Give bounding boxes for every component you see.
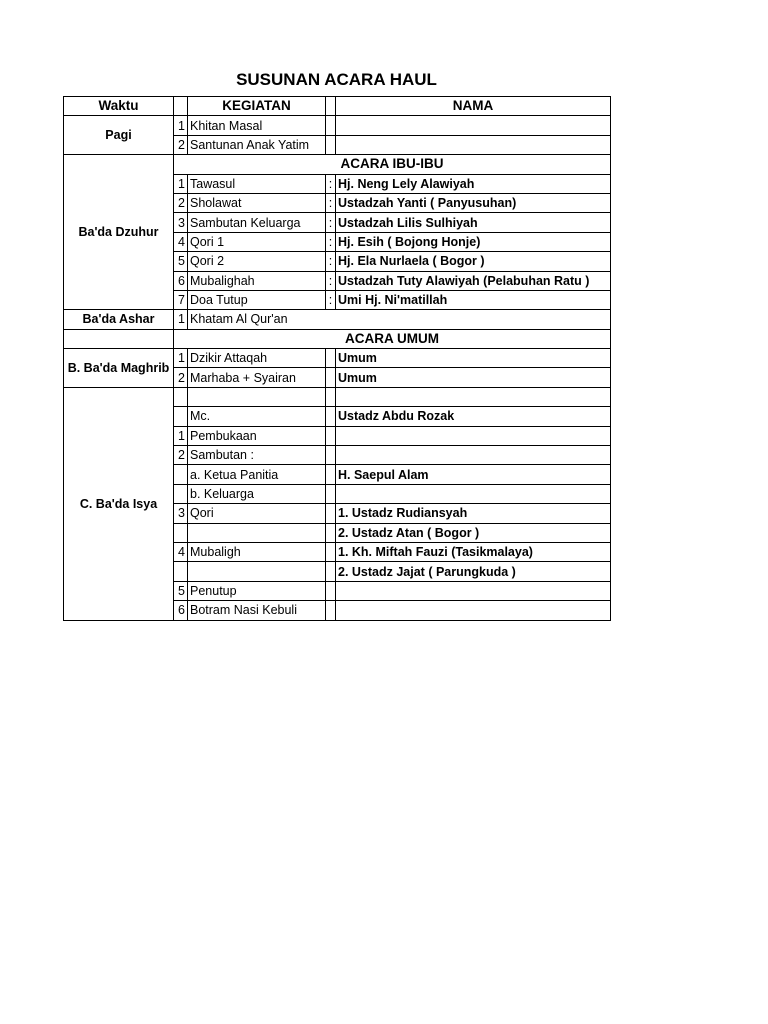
table-row bbox=[64, 387, 611, 406]
kegiatan-cell: Khatam Al Qur'an bbox=[188, 310, 611, 329]
kegiatan-cell: Khitan Masal bbox=[188, 116, 326, 135]
nama-cell: 1. Kh. Miftah Fauzi (Tasikmalaya) bbox=[336, 542, 611, 561]
nama-cell: Ustadzah Yanti ( Panyusuhan) bbox=[336, 193, 611, 212]
kegiatan-cell: Mubaligh bbox=[188, 542, 326, 561]
separator-cell bbox=[326, 601, 336, 620]
waktu-cell: C. Ba'da Isya bbox=[64, 387, 174, 620]
kegiatan-cell: a. Ketua Panitia bbox=[188, 465, 326, 484]
row-number bbox=[174, 387, 188, 406]
nama-cell: 2. Ustadz Atan ( Bogor ) bbox=[336, 523, 611, 542]
header-kegiatan: KEGIATAN bbox=[188, 97, 326, 116]
separator-cell bbox=[326, 349, 336, 368]
nama-cell: Hj. Ela Nurlaela ( Bogor ) bbox=[336, 252, 611, 271]
kegiatan-cell: Dzikir Attaqah bbox=[188, 349, 326, 368]
kegiatan-cell: Penutup bbox=[188, 581, 326, 600]
row-number: 3 bbox=[174, 213, 188, 232]
header-nama: NAMA bbox=[336, 97, 611, 116]
nama-cell bbox=[336, 426, 611, 445]
schedule-table bbox=[63, 96, 611, 621]
separator-cell bbox=[326, 581, 336, 600]
nama-cell: Umi Hj. Ni'matillah bbox=[336, 290, 611, 309]
row-number: 1 bbox=[174, 116, 188, 135]
separator-cell bbox=[326, 446, 336, 465]
row-number bbox=[174, 562, 188, 581]
kegiatan-cell: Qori 1 bbox=[188, 232, 326, 251]
kegiatan-cell: Marhaba + Syairan bbox=[188, 368, 326, 387]
schedule-body bbox=[64, 97, 611, 621]
row-number: 4 bbox=[174, 542, 188, 561]
kegiatan-cell: b. Keluarga bbox=[188, 484, 326, 503]
nama-cell bbox=[336, 484, 611, 503]
waktu-cell: Ba'da Ashar bbox=[64, 310, 174, 329]
kegiatan-cell: Qori bbox=[188, 504, 326, 523]
kegiatan-cell: Mc. bbox=[188, 407, 326, 426]
kegiatan-cell: Sambutan Keluarga bbox=[188, 213, 326, 232]
kegiatan-cell: Qori 2 bbox=[188, 252, 326, 271]
header-waktu: Waktu bbox=[64, 97, 174, 116]
nama-cell: 2. Ustadz Jajat ( Parungkuda ) bbox=[336, 562, 611, 581]
nama-cell: Ustadzah Lilis Sulhiyah bbox=[336, 213, 611, 232]
row-number: 1 bbox=[174, 349, 188, 368]
separator-cell bbox=[326, 542, 336, 561]
table-row bbox=[64, 116, 611, 135]
separator-cell: : bbox=[326, 213, 336, 232]
separator-cell bbox=[326, 387, 336, 406]
nama-cell: Umum bbox=[336, 368, 611, 387]
section-row bbox=[64, 329, 611, 348]
separator-cell: : bbox=[326, 290, 336, 309]
document-title: SUSUNAN ACARA HAUL bbox=[236, 70, 437, 89]
nama-cell: Ustadz Abdu Rozak bbox=[336, 407, 611, 426]
row-number: 4 bbox=[174, 232, 188, 251]
row-number bbox=[174, 407, 188, 426]
separator-cell bbox=[326, 368, 336, 387]
nama-cell: Hj. Neng Lely Alawiyah bbox=[336, 174, 611, 193]
nama-cell bbox=[336, 446, 611, 465]
blank-cell bbox=[64, 329, 174, 348]
separator-cell bbox=[326, 116, 336, 135]
separator-cell bbox=[326, 407, 336, 426]
kegiatan-cell: Botram Nasi Kebuli bbox=[188, 601, 326, 620]
nama-cell: Umum bbox=[336, 349, 611, 368]
separator-cell bbox=[326, 484, 336, 503]
kegiatan-cell bbox=[188, 523, 326, 542]
nama-cell: 1. Ustadz Rudiansyah bbox=[336, 504, 611, 523]
nama-cell: H. Saepul Alam bbox=[336, 465, 611, 484]
separator-cell: : bbox=[326, 271, 336, 290]
row-number: 5 bbox=[174, 252, 188, 271]
kegiatan-cell: Doa Tutup bbox=[188, 290, 326, 309]
separator-cell bbox=[326, 135, 336, 154]
row-number: 6 bbox=[174, 271, 188, 290]
nama-cell: Ustadzah Tuty Alawiyah (Pelabuhan Ratu ) bbox=[336, 271, 611, 290]
row-number bbox=[174, 484, 188, 503]
kegiatan-cell: Pembukaan bbox=[188, 426, 326, 445]
section-title-umum: ACARA UMUM bbox=[174, 329, 611, 348]
nama-cell bbox=[336, 581, 611, 600]
waktu-cell: Pagi bbox=[64, 116, 174, 155]
separator-cell bbox=[326, 504, 336, 523]
nama-cell bbox=[336, 601, 611, 620]
separator-cell: : bbox=[326, 232, 336, 251]
separator-cell: : bbox=[326, 174, 336, 193]
nama-cell bbox=[336, 135, 611, 154]
section-title-ibu-ibu: ACARA IBU-IBU bbox=[174, 155, 611, 174]
kegiatan-cell: Tawasul bbox=[188, 174, 326, 193]
header-num bbox=[174, 97, 188, 116]
nama-cell: Hj. Esih ( Bojong Honje) bbox=[336, 232, 611, 251]
nama-cell bbox=[336, 387, 611, 406]
header-sep bbox=[326, 97, 336, 116]
row-number: 5 bbox=[174, 581, 188, 600]
row-number: 1 bbox=[174, 426, 188, 445]
kegiatan-cell: Santunan Anak Yatim bbox=[188, 135, 326, 154]
row-number: 2 bbox=[174, 446, 188, 465]
kegiatan-cell: Sambutan : bbox=[188, 446, 326, 465]
nama-cell bbox=[336, 116, 611, 135]
separator-cell bbox=[326, 465, 336, 484]
row-number bbox=[174, 465, 188, 484]
row-number: 2 bbox=[174, 135, 188, 154]
row-number: 6 bbox=[174, 601, 188, 620]
waktu-cell: B. Ba'da Maghrib bbox=[64, 349, 174, 388]
table-row bbox=[64, 310, 611, 329]
row-number: 2 bbox=[174, 368, 188, 387]
kegiatan-cell bbox=[188, 387, 326, 406]
kegiatan-cell: Mubalighah bbox=[188, 271, 326, 290]
kegiatan-cell: Sholawat bbox=[188, 193, 326, 212]
separator-cell: : bbox=[326, 252, 336, 271]
header-row bbox=[64, 97, 611, 116]
table-row bbox=[64, 349, 611, 368]
row-number: 3 bbox=[174, 504, 188, 523]
separator-cell bbox=[326, 523, 336, 542]
row-number: 1 bbox=[174, 174, 188, 193]
separator-cell: : bbox=[326, 193, 336, 212]
separator-cell bbox=[326, 426, 336, 445]
row-number: 1 bbox=[174, 310, 188, 329]
row-number: 7 bbox=[174, 290, 188, 309]
row-number: 2 bbox=[174, 193, 188, 212]
row-number bbox=[174, 523, 188, 542]
section-row bbox=[64, 155, 611, 174]
waktu-cell: Ba'da Dzuhur bbox=[64, 155, 174, 310]
separator-cell bbox=[326, 562, 336, 581]
kegiatan-cell bbox=[188, 562, 326, 581]
